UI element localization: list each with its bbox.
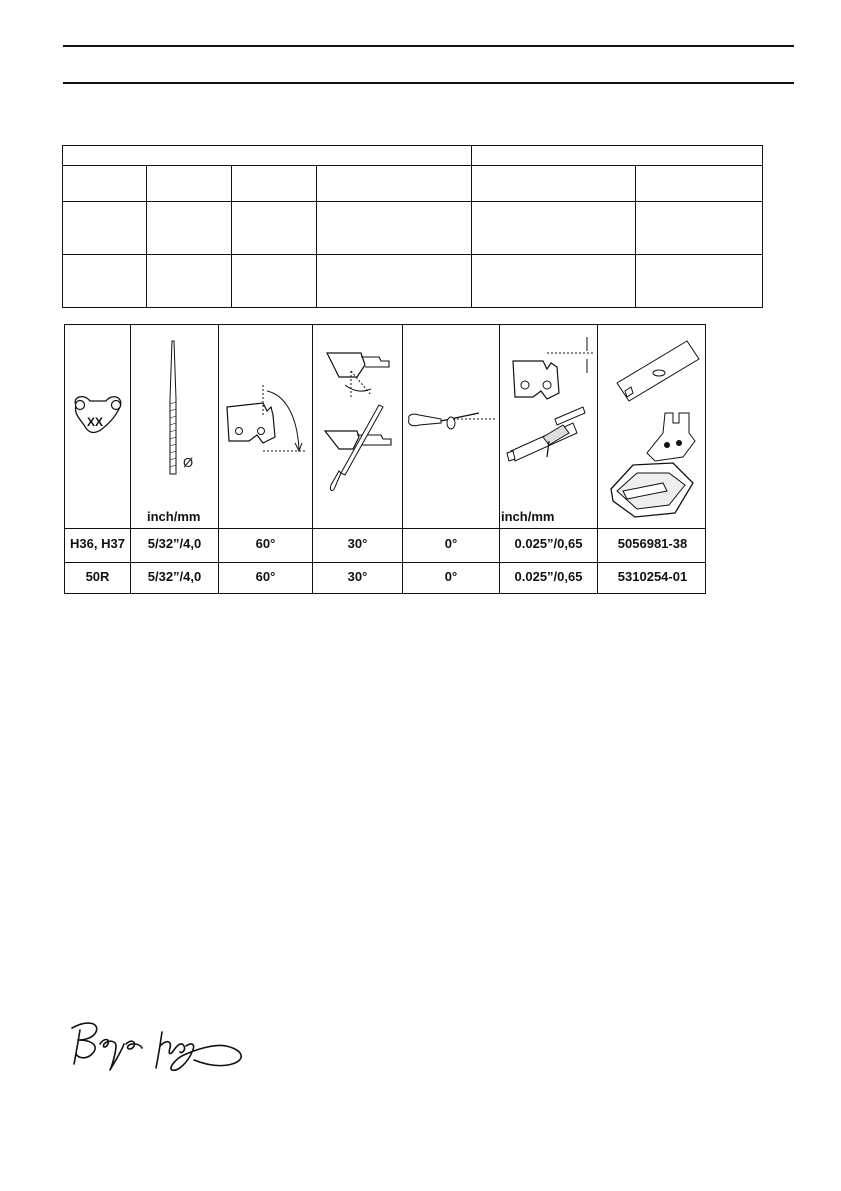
spec-cell [63, 255, 147, 308]
spec-table-header-row [63, 166, 763, 202]
spec-cell [232, 166, 317, 202]
col-divider [402, 325, 403, 593]
depth-gauge-icon [503, 333, 595, 473]
spec-cell [317, 255, 472, 308]
top-plate-angle-icon [223, 385, 309, 457]
spec-table-row [63, 255, 763, 308]
spec-cell [147, 166, 232, 202]
depth-gauge-unit: inch/mm [501, 509, 555, 524]
spec-cell [232, 202, 317, 255]
chain-xx-label: XX [87, 415, 104, 429]
spec-cell [472, 255, 636, 308]
spec-table-group-row [63, 146, 763, 166]
spec-cell [63, 202, 147, 255]
spec-cell [317, 166, 472, 202]
spec-group-cell-left [63, 146, 472, 166]
row2-gauge-part-no: 5310254-01 [617, 569, 688, 584]
col-divider [312, 325, 313, 593]
row2-top-plate-angle: 60° [255, 569, 276, 584]
col-divider [597, 325, 598, 593]
row2-chain: 50R [85, 569, 110, 584]
diameter-symbol: Ø [183, 455, 194, 470]
spec-table-row [63, 202, 763, 255]
spec-table [62, 145, 763, 308]
col-divider [130, 325, 131, 593]
spec-cell [232, 255, 317, 308]
hook-angle-icon [405, 405, 497, 445]
row-divider [65, 562, 705, 563]
row1-hook-angle: 0° [444, 536, 458, 551]
spec-cell [317, 202, 472, 255]
spec-cell [472, 202, 636, 255]
row1-depth-gauge: 0.025”/0,65 [514, 536, 583, 551]
spec-cell [63, 166, 147, 202]
row2-filing-angle: 30° [347, 569, 368, 584]
spec-cell [472, 166, 636, 202]
row1-gauge-part-no: 5056981-38 [617, 536, 688, 551]
spec-cell [147, 202, 232, 255]
header-rule [63, 82, 794, 84]
spec-cell [636, 202, 763, 255]
handwritten-signature [66, 1010, 256, 1078]
row1-filing-angle: 30° [347, 536, 368, 551]
col-divider [218, 325, 219, 593]
row2-file-diameter: 5/32”/4,0 [147, 569, 202, 584]
file-diameter-unit: inch/mm [147, 509, 201, 524]
sharpening-table [64, 324, 706, 594]
spec-group-cell-right [472, 146, 763, 166]
spec-cell [636, 255, 763, 308]
row-divider [65, 528, 705, 529]
row1-file-diameter: 5/32”/4,0 [147, 536, 202, 551]
row2-depth-gauge: 0.025”/0,65 [514, 569, 583, 584]
row1-chain: H36, H37 [70, 536, 125, 551]
filing-angle-icon [321, 345, 401, 493]
col-divider [499, 325, 500, 593]
row2-hook-angle: 0° [444, 569, 458, 584]
row1-top-plate-angle: 60° [255, 536, 276, 551]
spec-cell [147, 255, 232, 308]
spec-cell [636, 166, 763, 202]
file-gauge-tool-icon [603, 333, 705, 525]
top-rule [63, 45, 794, 47]
